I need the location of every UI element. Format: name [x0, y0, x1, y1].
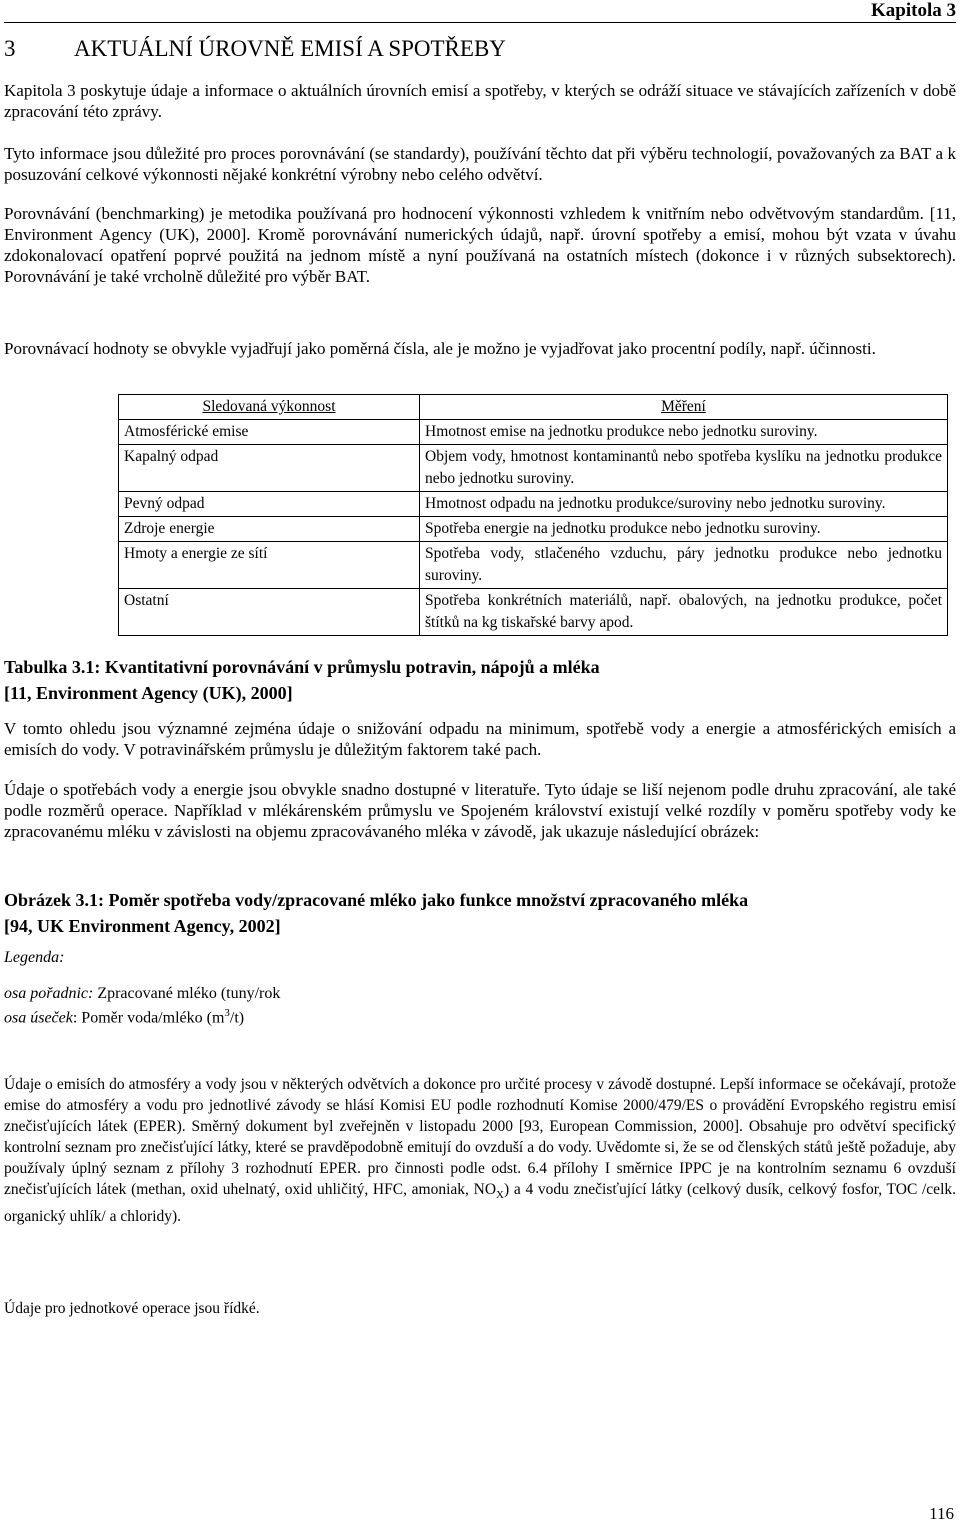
emissions-text-end: ) a 4 vodu znečisťující látky (celkový dusík, celkový fosfor, TOC /celk. organický uhlík/ a chloridy). [4, 1181, 956, 1226]
figure-caption-title: Obrázek 3.1: Poměr spotřeba vody/zpracované mléko jako funkce množství zpracovaného mléka [4, 890, 749, 910]
table-cell-measurement: Spotřeba konkrétních materiálů, např. obalových, na jednotku produkce, počet štítků na kg tiskařské barvy apod. [420, 589, 948, 636]
table-caption-title: Tabulka 3.1: Kvantitativní porovnávání v průmyslu potravin, nápojů a mléka [4, 657, 600, 677]
chapter-label: Kapitola 3 [871, 0, 956, 21]
table-row [119, 445, 948, 492]
table-cell-performance: Hmoty a energie ze sítí [119, 542, 420, 589]
table-cell-performance: Zdroje energie [119, 517, 420, 542]
table-cell-performance: Ostatní [119, 589, 420, 636]
paragraph-ratios: Porovnávací hodnoty se obvykle vyjadřují jako poměrná čísla, ale je možno je vyjadřovat jako procentní podíly, např. účinnosti. [4, 339, 876, 358]
table-header-measurement: Měření [420, 395, 948, 420]
paragraph-intro: Kapitola 3 poskytuje údaje a informace o aktuálních úrovních emisí a spotřeby, v kterých se odráží situace ve stávajících zařízeních v době zpracování této zprávy. [4, 81, 956, 121]
page-number: 116 [929, 1504, 954, 1523]
table-cell-performance: Kapalný odpad [119, 445, 420, 492]
y-axis-term: osa úseček [4, 1009, 73, 1027]
table-caption-source: [11, Environment Agency (UK), 2000] [4, 683, 293, 703]
table-row [119, 420, 948, 445]
figure-legend-x-axis [4, 985, 280, 1003]
section-number: 3 [4, 36, 16, 61]
x-axis-term: osa pořadnic: [4, 985, 94, 1002]
table-cell-measurement: Hmotnost emise na jednotku produkce nebo jednotku suroviny. [420, 420, 948, 445]
table-row [119, 517, 948, 542]
paragraph-significance: V tomto ohledu jsou významné zejména údaje o snižování odpadu na minimum, spotřebě vody a energie a atmosférických emisích a emisích do vody. V potravinářském průmyslu je důležitým faktorem také pach. [4, 719, 956, 759]
section-title: AKTUÁLNÍ ÚROVNĚ EMISÍ A SPOTŘEBY [74, 36, 506, 61]
table-caption [4, 654, 600, 706]
section-heading [4, 36, 506, 62]
figure-caption [4, 887, 748, 939]
paragraph-unit-operations: Údaje pro jednotkové operace jsou řídké. [4, 1300, 260, 1317]
table-row [119, 589, 948, 636]
paragraph-emissions [4, 1074, 956, 1227]
table-cell-measurement: Spotřeba vody, stlačeného vzduchu, páry jednotku produkce nebo jednotku suroviny. [420, 542, 948, 589]
table-cell-performance: Atmosférické emise [119, 420, 420, 445]
figure-legend-title: Legenda: [4, 949, 65, 966]
y-axis-superscript: 3 [224, 1007, 230, 1019]
figure-caption-source: [94, UK Environment Agency, 2002] [4, 916, 281, 936]
y-axis-unit-end: /t) [229, 1009, 245, 1027]
paragraph-benchmarking: Porovnávání (benchmarking) je metodika používaná pro hodnocení výkonnosti vzhledem k vnitřním nebo odvětvovým standardům. [11, Environment Agency (UK), 2000]. Kromě porovnávání numerických údajů, např. úrovní spotřeby a emisí, mohou být vzata v úvahu zdokonalovací opatření poprvé použitá na jednom místě a nyní používaná na ostatních místech (dokonce i v různých subsektorech). Porovnávání je také vrcholně důležité pro výběr BAT. [4, 204, 956, 286]
y-axis-description: : Poměr voda/mléko (m [72, 1009, 225, 1027]
table-row [119, 542, 948, 589]
table-header-row [119, 395, 948, 420]
x-axis-description: Zpracované mléko (tuny/rok [93, 985, 281, 1002]
header-rule [4, 22, 956, 23]
paragraph-importance: Tyto informace jsou důležité pro proces porovnávání (se standardy), používání těchto dat při výběru technologií, považovaných za BAT a k posuzování celkové výkonnosti nějaké konkrétní výrobny nebo celého odvětví. [4, 144, 956, 184]
paragraph-water-energy: Údaje o spotřebách vody a energie jsou obvykle snadno dostupné v literatuře. Tyto údaje se liší nejenom podle druhu zpracování, ale také podle rozměrů operace. Například v mlékárenském průmyslu ve Spojeném království existují velké rozdíly v poměru spotřeby vody ke zpracovanému mléku v závislosti na objemu zpracovávaného mléka v závodě, jak ukazuje následující obrázek: [4, 780, 956, 841]
benchmark-table [118, 394, 948, 636]
table-row [119, 492, 948, 517]
table-header-performance: Sledovaná výkonnost [119, 395, 420, 420]
table-cell-measurement: Objem vody, hmotnost kontaminantů nebo spotřeba kyslíku na jednotku produkce nebo jednotku suroviny. [420, 445, 948, 492]
table-cell-measurement: Hmotnost odpadu na jednotku produkce/suroviny nebo jednotku suroviny. [420, 492, 948, 517]
nox-subscript: X [496, 1189, 504, 1202]
table-cell-performance: Pevný odpad [119, 492, 420, 517]
figure-legend-y-axis [4, 1007, 244, 1027]
emissions-text: Údaje o emisích do atmosféry a vody jsou v některých odvětvích a dokonce pro určité procesy v závodě dostupné. Lepší informace se očekávají, protože emise do atmosféry a vodu pro jednotlivé závody se hlásí Komisi EU podle rozhodnutí Komise 2000/479/ES o provádění Evropského registru emisí znečisťujících látek (EPER). Směrný dokument byl zveřejněn v listopadu 2000 [93, European Commission, 2000]. Obsahuje pro odvětví specifický kontrolní seznam pro znečisťující látky, které se pravděpodobně emitují do ovzduší a do vody. Uvědomte si, že se od členských států ještě požaduje, aby používaly úplný seznam z přílohy 3 rozhodnutí EPER. pro činnosti podle odst. 6.4 přílohy I směrnice IPPC je na kontrolním seznamu 6 ovzduší znečisťujících látek (methan, oxid uhelnatý, oxid uhličitý, HFC, amoniak, NO [4, 1076, 956, 1198]
table-cell-measurement: Spotřeba energie na jednotku produkce nebo jednotku suroviny. [420, 517, 948, 542]
